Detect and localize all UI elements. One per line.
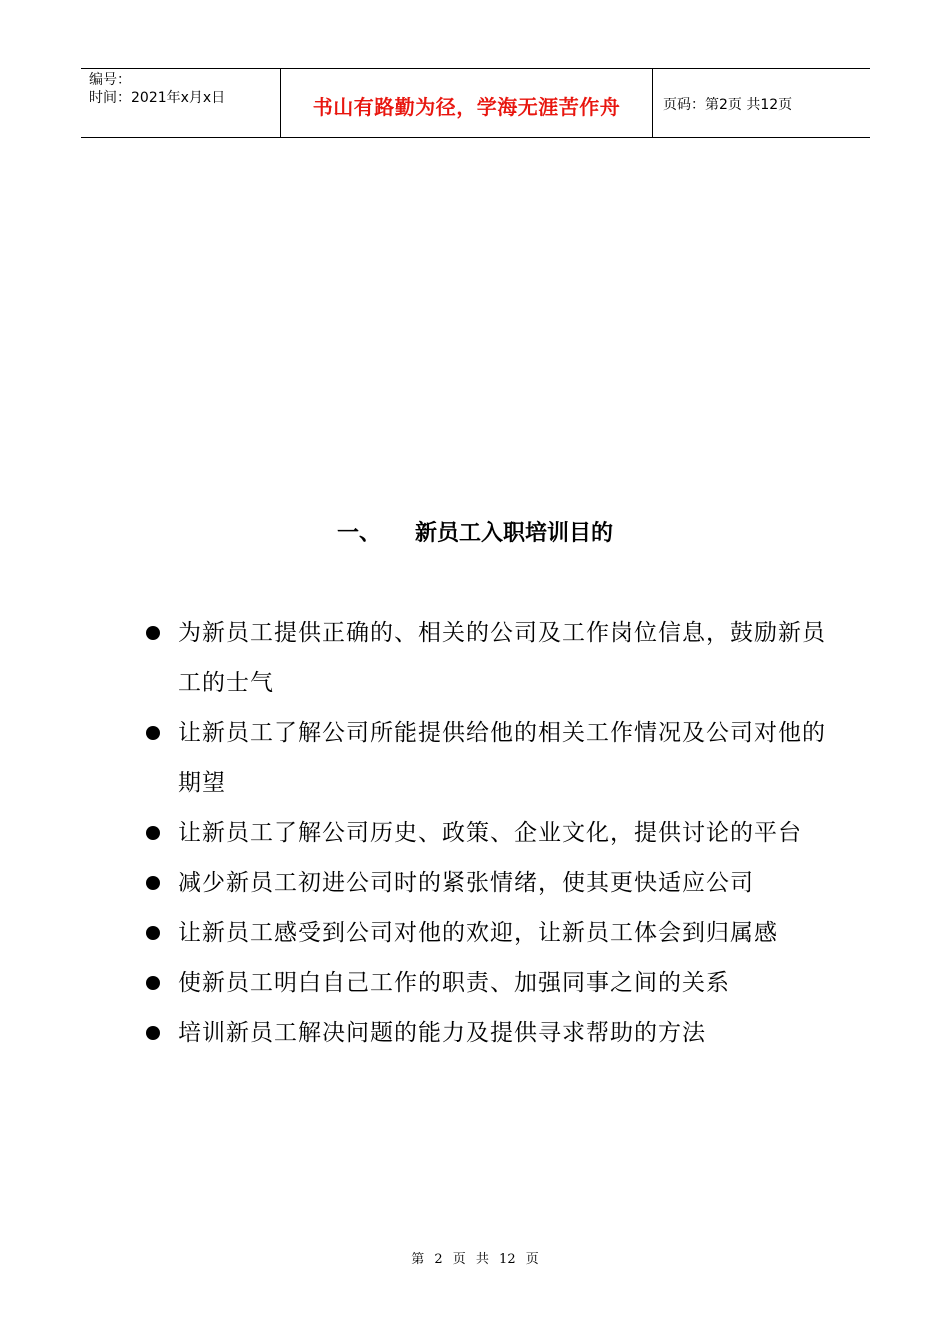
- bullet-icon: [146, 826, 160, 840]
- page-header: [81, 68, 870, 138]
- section-title: [0, 516, 950, 547]
- bullet-icon: [146, 626, 160, 640]
- list-item-text: 为新员工提供正确的、相关的公司及工作岗位信息，鼓励新员工的士气: [178, 620, 826, 696]
- header-motto: 书山有路勤为径，学海无涯苦作舟: [281, 69, 653, 137]
- section-title-text: 新员工入职培训目的: [415, 521, 614, 546]
- bullet-icon: [146, 976, 160, 990]
- list-item-text: 培训新员工解决问题的能力及提供寻求帮助的方法: [178, 1020, 706, 1046]
- list-item-text: 让新员工感受到公司对他的欢迎，让新员工体会到归属感: [178, 920, 778, 946]
- list-item: [140, 608, 830, 708]
- bullet-icon: [146, 926, 160, 940]
- goals-list: [140, 608, 830, 1058]
- list-item: [140, 1008, 830, 1058]
- section-number: 一、: [336, 521, 381, 546]
- list-item: [140, 908, 830, 958]
- header-page-code: 页码：第2页 共12页: [663, 97, 793, 113]
- list-item: [140, 958, 830, 1008]
- list-item-text: 使新员工明白自己工作的职责、加强同事之间的关系: [178, 970, 730, 996]
- bullet-icon: [146, 726, 160, 740]
- list-item-text: 让新员工了解公司所能提供给他的相关工作情况及公司对他的期望: [178, 720, 826, 796]
- bullet-icon: [146, 1026, 160, 1040]
- header-left-cell: [81, 69, 281, 137]
- list-item-text: 让新员工了解公司历史、政策、企业文化，提供讨论的平台: [178, 820, 802, 846]
- list-item: [140, 708, 830, 808]
- date-label: 时间：2021年x月x日: [89, 90, 226, 106]
- list-item: [140, 808, 830, 858]
- bullet-icon: [146, 876, 160, 890]
- page-footer: 第 2 页 共 12 页: [411, 1252, 539, 1267]
- list-item: [140, 858, 830, 908]
- code-label: 编号：: [89, 72, 131, 88]
- list-item-text: 减少新员工初进公司时的紧张情绪，使其更快适应公司: [178, 870, 754, 896]
